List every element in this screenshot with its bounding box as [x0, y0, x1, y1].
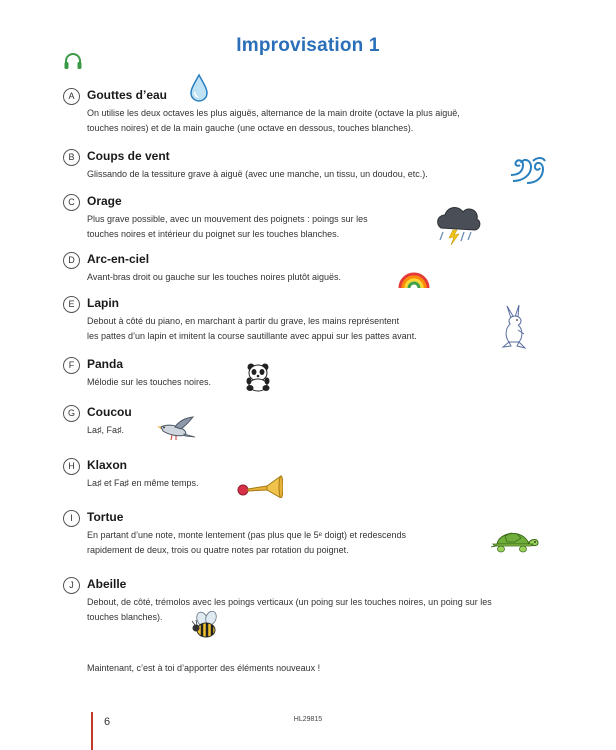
bee-icon: [191, 611, 223, 641]
closing-text: Maintenant, c’est à toi d’apporter des éléments nouveaux !: [87, 663, 321, 673]
section-heading: Lapin: [87, 296, 119, 310]
section-description: Glissando de la tessiture grave à aiguë (avec une manche, un tissu, un doudou, etc.).: [87, 169, 428, 179]
section-letter: B: [63, 149, 80, 166]
section-description: Debout, de côté, trémolos avec les poings verticaux (un poing sur les touches noires, un poing sur les touches blanches).: [87, 597, 492, 622]
turtle-icon: [489, 524, 539, 554]
headphones-icon: [63, 52, 83, 70]
wind-icon: [509, 153, 547, 187]
section-letter: F: [63, 357, 80, 374]
water-drop-icon: [188, 73, 210, 103]
rabbit-icon: [497, 304, 529, 350]
horn-icon: [237, 472, 283, 498]
storm-cloud-icon: [433, 206, 483, 246]
section-description: En partant d’une note, monte lentement (pas plus que le 5ᵉ doigt) et redescends rapidement de deux, trois ou quatre notes par rotation du poignet.: [87, 530, 407, 555]
section-heading: Tortue: [87, 510, 124, 524]
section-description: Avant-bras droit ou gauche sur les touches noires plutôt aiguës.: [87, 272, 341, 282]
section-heading: Orage: [87, 194, 122, 208]
section-description: La♯, Fa♯.: [87, 425, 125, 435]
page-number: 6: [104, 716, 111, 728]
section-heading: Gouttes d’eau: [87, 88, 168, 102]
section-letter: H: [63, 458, 80, 475]
section-description: Plus grave possible, avec un mouvement des poignets : poings sur les touches noires et intérieur du poignet sur les touches blanches.: [87, 214, 368, 239]
section-heading: Klaxon: [87, 458, 128, 472]
section-heading: Abeille: [87, 577, 127, 591]
section-letter: I: [63, 510, 80, 527]
section-letter: C: [63, 194, 80, 211]
catalog-code: HL29815: [293, 716, 323, 723]
section-letter: G: [63, 405, 80, 422]
page-title: Improvisation 1: [236, 35, 380, 56]
panda-icon: [243, 362, 273, 392]
section-letter: E: [63, 296, 80, 313]
section-description: La♯ et Fa♯ en même temps.: [87, 478, 199, 488]
section-letter: A: [63, 88, 80, 105]
section-description: Debout à côté du piano, en marchant à partir du grave, les mains représentent les pattes d’un lapin et imitent la course sautillante avec appui sur les pattes avant.: [87, 316, 417, 341]
section-letter: D: [63, 252, 80, 269]
section-heading: Coucou: [87, 405, 132, 419]
bird-icon: [157, 415, 197, 441]
rainbow-icon: [397, 266, 431, 290]
section-heading: Coups de vent: [87, 149, 170, 163]
section-description: On utilise les deux octaves les plus aiguës, alternance de la main droite (octave la plus aiguë, touches noires) et de la main gauche (une octave en dessous, touches blanches).: [87, 108, 460, 133]
section-heading: Panda: [87, 357, 124, 371]
section-letter: J: [63, 577, 80, 594]
section-description: Mélodie sur les touches noires.: [87, 377, 212, 387]
section-heading: Arc-en-ciel: [87, 252, 150, 266]
